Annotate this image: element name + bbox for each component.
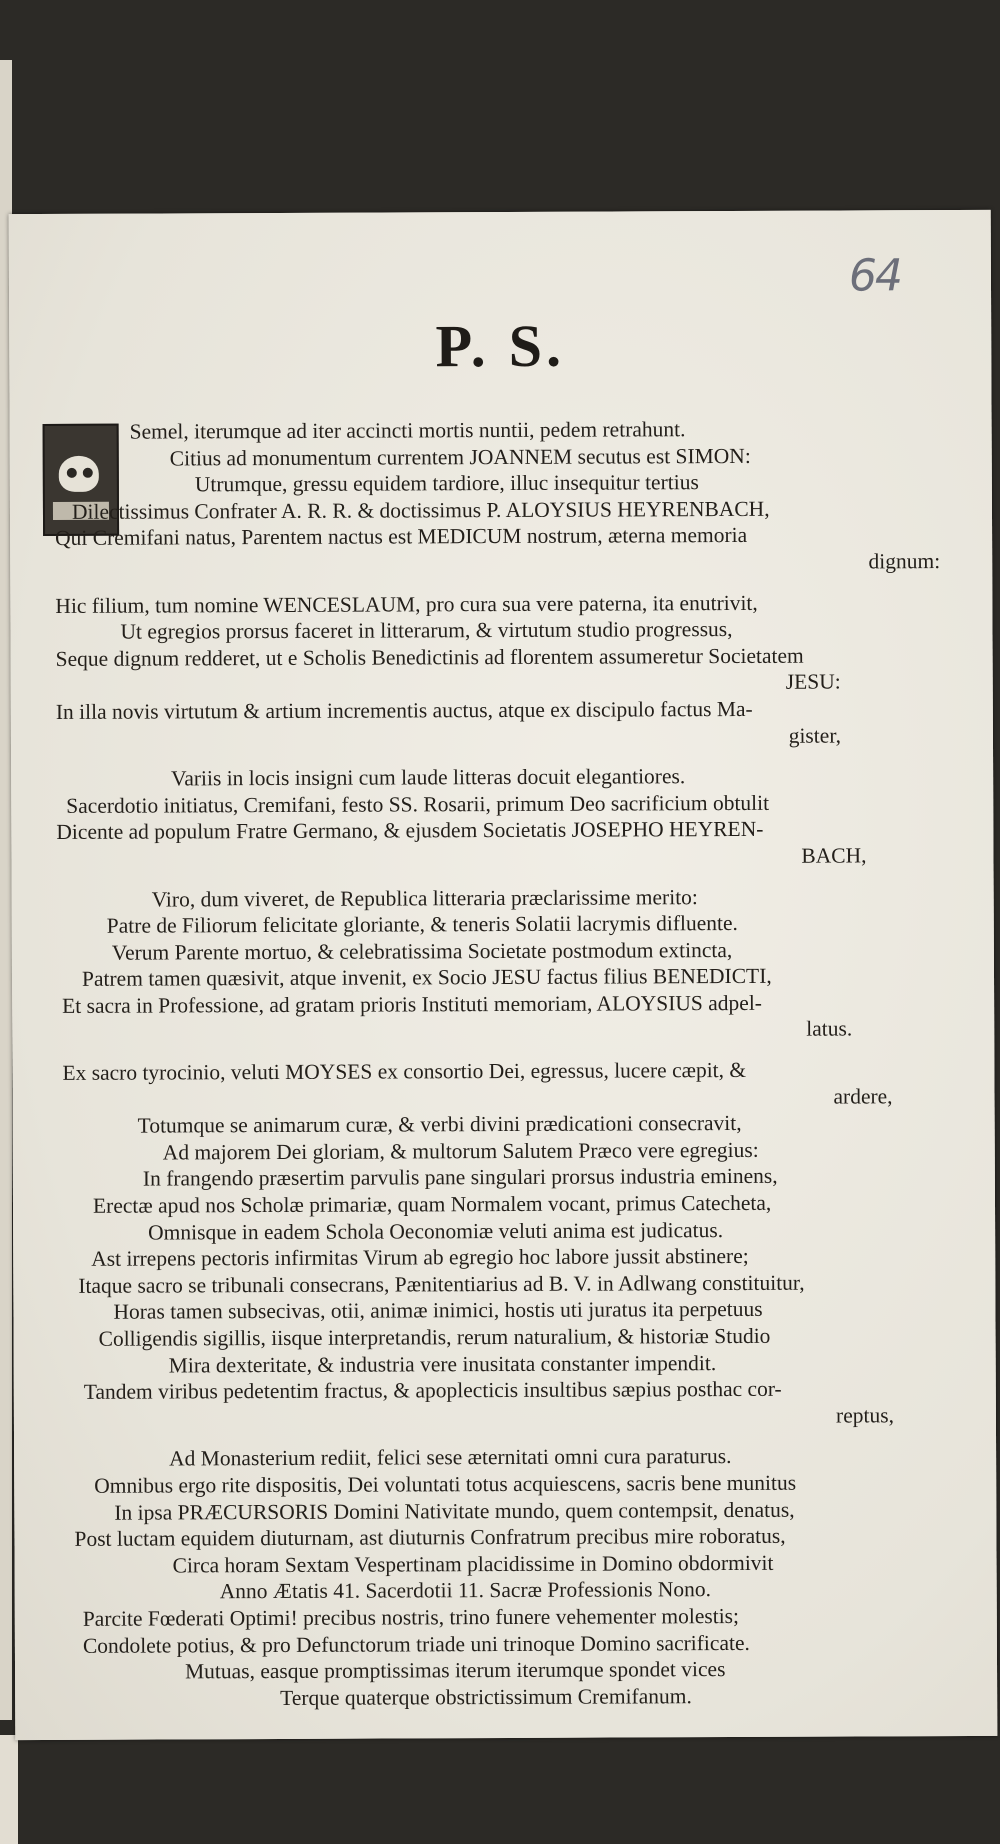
text-line: Dicente ad populum Fratre Germano, & ejusdem Societatis JOSEPHO HEYREN- [56, 817, 764, 845]
text-line: Viro, dum viveret, de Republica litteraria præclarissime merito: [151, 884, 698, 912]
text-line: Dilectissimus Confrater A. R. R. & doctissimus P. ALOYSIUS HEYRENBACH, [71, 496, 770, 524]
text-line: Verum Parente mortuo, & celebratissima Societate postmodum extincta, [111, 937, 733, 965]
text-line: dignum: [868, 549, 941, 574]
adjacent-page-edge-lower [0, 1735, 18, 1844]
text-line: latus. [806, 1016, 853, 1042]
text-line: Post luctam equidem diuturnam, ast diuturnis Confratrum precibus mire roboratus, [74, 1523, 786, 1552]
text-line: Ut egregios prorsus faceret in litterarum, & virtutum studio progressus, [120, 617, 733, 644]
text-line: Omnibus ergo rite dispositis, Dei voluntati totus acquiescens, sacris bene munitus [94, 1470, 797, 1498]
page-heading: P. S. [435, 312, 566, 380]
text-line: Hic filium, tum nomine WENCESLAUM, pro cura sua vere paterna, ita enutrivit, [55, 590, 758, 618]
text-line: Citius ad monumentum currentem JOANNEM secutus est SIMON: [169, 443, 751, 471]
text-line: Parcite Fœderati Optimi! precibus nostris, trino funere vehementer molestis; [82, 1603, 740, 1631]
text-line: BACH, [801, 843, 867, 868]
text-line: Horas tamen subsecivas, otii, animæ inimici, hostis uti juratus ita perpetuus [113, 1297, 763, 1325]
text-line: Circa horam Sextam Vespertinam placidissime in Domino obdormivit [172, 1550, 774, 1578]
text-line: Patre de Filiorum felicitate gloriante, & teneris Solatii lacrymis difluente. [106, 911, 738, 938]
obituary-text [50, 415, 976, 1712]
text-line: Ad Monasterium rediit, felici sese æternitati omni cura paraturus. [169, 1444, 732, 1471]
text-line: Tandem viribus pedetentim fractus, & apoplecticis insultibus sæpius posthac cor- [83, 1376, 782, 1405]
text-line: Mutuas, easque promptissimas iterum iterumque spondet vices [184, 1657, 726, 1684]
text-line: Seque dignum redderet, ut e Scholis Benedictinis ad florentem assumeretur Societatem [55, 643, 804, 671]
text-line: reptus, [835, 1403, 894, 1428]
text-line: In frangendo præsertim parvulis pane singulari prorsus industria eminens, [142, 1164, 778, 1192]
text-line: Patrem tamen quæsivit, atque invenit, ex Socio JESU factus filius BENEDICTI, [81, 964, 772, 992]
folio-number: 64 [848, 250, 902, 302]
text-line: Semel, iterumque ad iter accincti mortis nuntii, pedem retrahunt. [129, 417, 686, 444]
text-line: Ast irrepens pectoris infirmitas Virum ab egregio hoc labore jussit abstinere; [91, 1244, 749, 1272]
text-line: Utrumque, gressu equidem tardiore, illuc insequitur tertius [194, 470, 699, 497]
text-line: Condolete potius, & pro Defunctorum triade uni trinoque Domino sacrificate. [82, 1630, 750, 1658]
text-line: Mira dexteritate, & industria vere inusitata constanter impendit. [168, 1350, 717, 1378]
text-line: Totumque se animarum curæ, & verbi divini prædicationi consecravit, [137, 1111, 742, 1138]
text-line: JESU: [785, 669, 841, 695]
text-line: Qui Cremifani natus, Parentem nactus est MEDICUM nostrum, æterna memoria [55, 523, 748, 551]
text-line: In ipsa PRÆCURSORIS Domini Nativitate mundo, quem contempsit, denatus, [114, 1497, 795, 1525]
text-line: Omnisque in eadem Schola Oeconomiæ veluti anima est judicatus. [148, 1217, 724, 1245]
text-line: Erectæ apud nos Scholæ primariæ, quam Normalem vocant, primus Catecheta, [92, 1190, 772, 1218]
text-line: Ex sacro tyrocinio, veluti MOYSES ex consortio Dei, egressus, lucere cæpit, & [62, 1058, 747, 1085]
text-line: Terque quaterque obstrictissimum Cremifanum. [280, 1683, 692, 1710]
text-line: In illa novis virtutum & artium incrementis auctus, atque ex discipulo factus Ma- [55, 696, 753, 724]
text-line: Colligendis sigillis, iisque interpretandis, rerum naturalium, & historiæ Studio [98, 1323, 771, 1351]
text-line: Sacerdotio initiatus, Cremifani, festo SS. Rosarii, primum Deo sacrificium obtulit [66, 790, 770, 818]
text-line: ardere, [833, 1083, 893, 1109]
text-line: Itaque sacro se tribunali consecrans, Pænitentiarius ad B. V. in Adlwang constituitur, [78, 1270, 805, 1298]
text-line: gister, [788, 723, 842, 748]
text-line: Ad majorem Dei gloriam, & multorum Salutem Præco vere egregius: [162, 1137, 759, 1165]
printed-sheet [9, 210, 998, 1740]
text-line: Anno Ætatis 41. Sacerdotii 11. Sacræ Professionis Nono. [219, 1577, 712, 1604]
text-line: Variis in locis insigni cum laude litteras docuit elegantiores. [171, 764, 686, 791]
text-line: Et sacra in Professione, ad gratam prioris Instituti memoriam, ALOYSIUS adpel- [62, 990, 762, 1018]
